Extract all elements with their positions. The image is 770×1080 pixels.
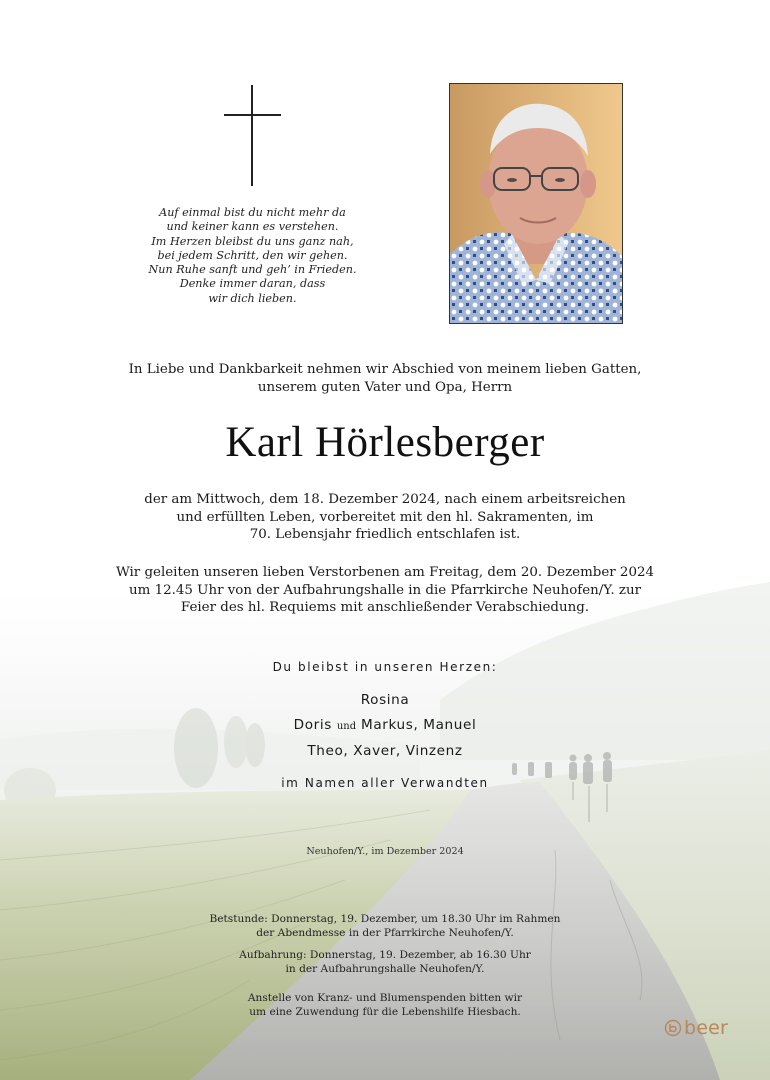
cross-vertical	[251, 85, 253, 186]
beer-logo	[664, 1017, 728, 1039]
cross-horizontal	[224, 114, 281, 116]
portrait-photo	[449, 83, 623, 324]
paragraph-line: der am Mittwoch, dem 18. Dezember 2024, nach einem arbeitsreichen	[144, 492, 626, 507]
relatives-line: im Namen aller Verwandten	[281, 776, 489, 790]
family-line-3: Theo, Xaver, Vinzenz	[307, 743, 463, 759]
funeral-details	[0, 564, 770, 617]
paragraph-line: Wir geleiten unseren lieben Verstorbenen am Freitag, dem 20. Dezember 2024	[115, 565, 655, 580]
logo-text: beer	[684, 1017, 729, 1039]
donation-info	[0, 991, 770, 1019]
poem-line: Im Herzen bleibst du uns ganz nah,	[151, 234, 354, 248]
family-name: Doris	[293, 717, 332, 733]
intro-line: In Liebe und Dankbarkeit nehmen wir Abschied von meinem lieben Gatten,	[128, 362, 642, 377]
and-word: und	[336, 721, 357, 732]
poem-line: und keiner kann es verstehen.	[166, 220, 339, 234]
family-line-2	[0, 717, 770, 733]
poem-line: Nun Ruhe sanft und geh’ in Frieden.	[148, 263, 357, 277]
paragraph-line: um 12.45 Uhr von der Aufbahrungshalle in die Pfarrkirche Neuhofen/Y. zur	[128, 582, 641, 598]
portrait-illustration	[450, 84, 622, 323]
info-line: der Abendmesse in der Pfarrkirche Neuhofen/Y.	[256, 927, 514, 939]
paragraph-line: Feier des hl. Requiems mit anschließender Verabschiedung.	[180, 600, 590, 615]
heart-line: Du bleibst in unseren Herzen:	[272, 660, 498, 674]
poem-line: Auf einmal bist du nicht mehr da	[159, 206, 346, 219]
laying-out-info	[0, 948, 770, 976]
info-line: Betstunde: Donnerstag, 19. Dezember, um 18.30 Uhr im Rahmen	[209, 913, 561, 925]
info-line: Anstelle von Kranz- und Blumenspenden bitten wir	[247, 992, 523, 1004]
paragraph-line: 70. Lebensjahr friedlich entschlafen ist.	[249, 527, 521, 542]
family-name: Markus, Manuel	[361, 717, 477, 733]
deceased-name: Karl Hörlesberger	[225, 419, 545, 466]
intro-text	[0, 361, 770, 396]
death-announcement	[0, 491, 770, 544]
poem-line: wir dich lieben.	[208, 291, 297, 305]
paragraph-line: und erfüllten Leben, vorbereitet mit den hl. Sakramenten, im	[176, 509, 594, 525]
info-line: um eine Zuwendung für die Lebenshilfe Hiesbach.	[249, 1006, 521, 1018]
poem-line: Denke immer daran, dass	[179, 277, 326, 291]
prayer-hour-info	[0, 912, 770, 940]
info-line: in der Aufbahrungshalle Neuhofen/Y.	[285, 963, 485, 975]
poem-line: bei jedem Schritt, den wir gehen.	[157, 248, 348, 262]
info-line: Aufbahrung: Donnerstag, 19. Dezember, ab 16.30 Uhr	[239, 949, 531, 961]
place-date: Neuhofen/Y., im Dezember 2024	[306, 846, 464, 857]
intro-line: unserem guten Vater und Opa, Herrn	[257, 379, 513, 395]
family-line-1: Rosina	[360, 692, 410, 708]
memorial-poem	[130, 206, 375, 306]
beer-logo-icon	[664, 1019, 682, 1037]
